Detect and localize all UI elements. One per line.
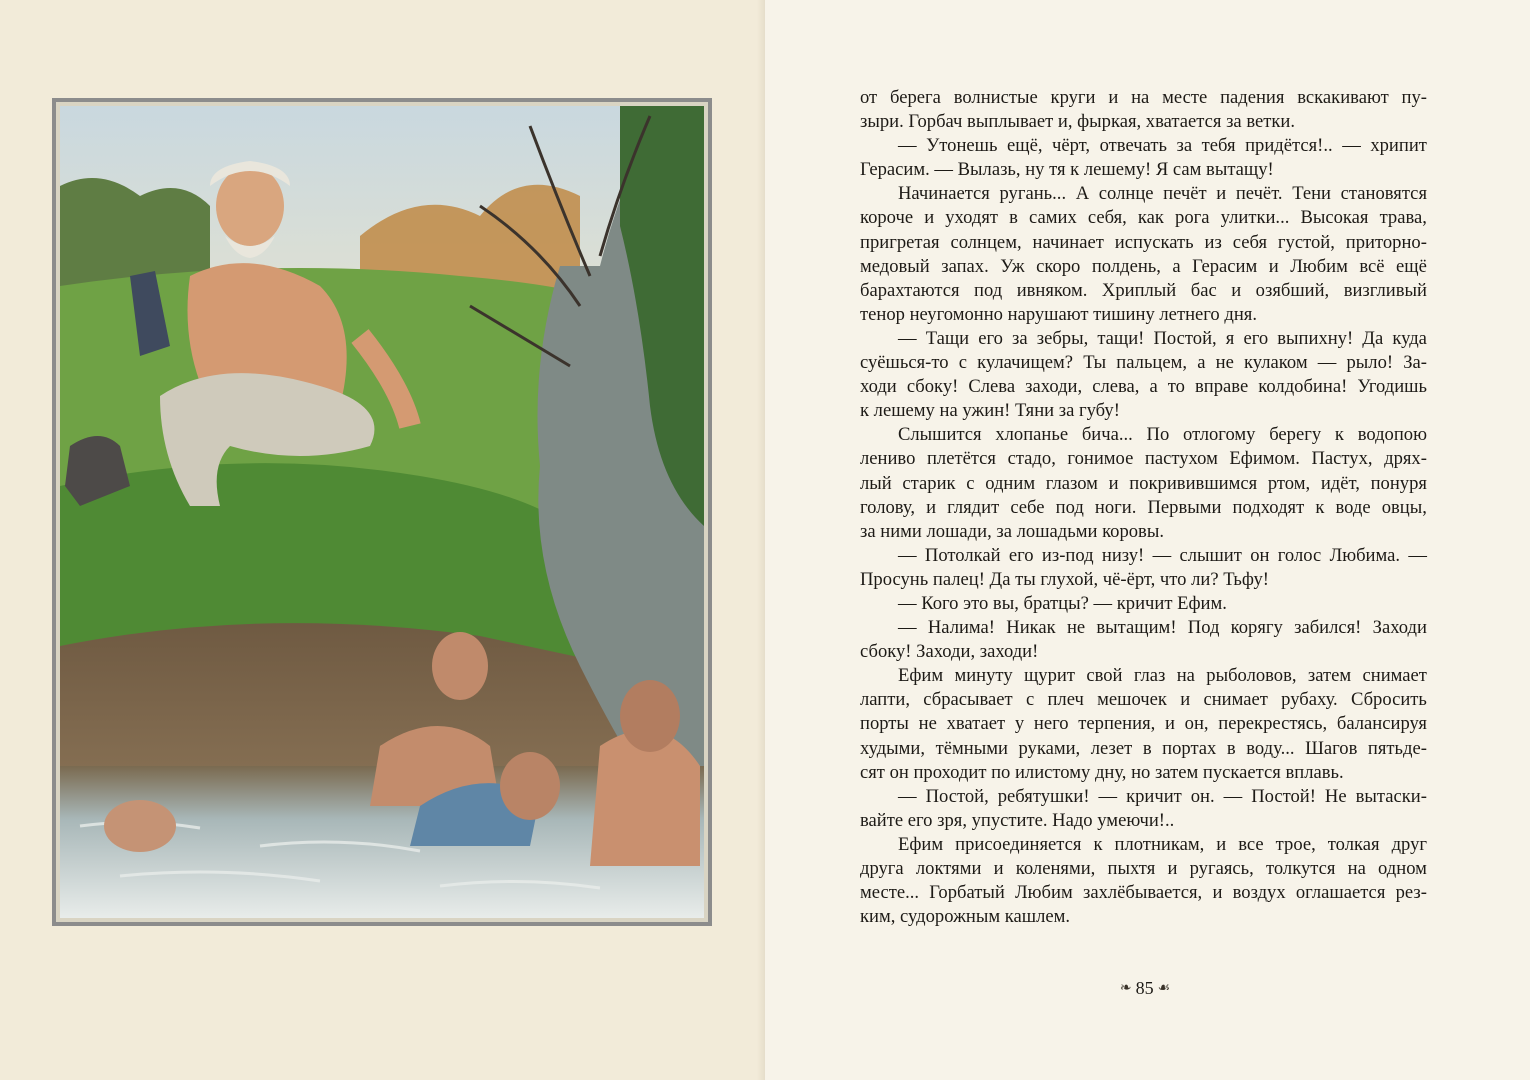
ornament-right-icon: ☙ [1157, 981, 1171, 996]
text-line: вайте его зря, упустите. Надо умеючи!.. [860, 809, 1175, 831]
text-line: барахтаются под ивняком. Хриплый бас и озябший, визгливый [860, 279, 1427, 301]
text-line: к лешему на ужин! Тяни за губу! [860, 400, 1120, 422]
text-line: друга локтями и коленями, пыхтя и ругаясь, толкутся на одном [860, 858, 1427, 879]
text-line: Просунь палец! Да ты глухой, чё-ёрт, что ли? Тьфу! [860, 568, 1269, 590]
ornament-left-icon: ❧ [1119, 981, 1132, 996]
text-line: тенор неугомонно нарушают тишину летнего дня. [860, 303, 1257, 325]
text-line: лениво плетётся стадо, гонимое пастухом Ефимом. Пастух, дрях- [860, 448, 1427, 470]
text-line: — Постой, ребятушки! — кричит он. — Постой! Не вытаски- [898, 785, 1427, 807]
body-text [860, 86, 1427, 929]
text-line: Ефим минуту щурит свой глаз на рыболовов, затем снимает [898, 665, 1427, 687]
text-line: зыри. Горбач выплывает и, фыркая, хватается за ветки. [860, 111, 1296, 133]
text-line: ходи сбоку! Слева заходи, слева, а то вправе колдобина! Угодишь [860, 376, 1427, 398]
text-line: короче и уходят в самих себя, как рога улитки... Высокая трава, [860, 207, 1427, 229]
text-line: сят он проходит по илистому дну, но затем пускается вплавь. [860, 761, 1344, 783]
page-number-value: 85 [1135, 978, 1154, 998]
watercolor-illustration [60, 106, 704, 918]
text-line: медовый запах. Уж скоро полдень, а Герасим и Любим всё ещё [860, 255, 1427, 277]
text-line: Слышится хлопанье бича... По отлогому берегу к водопою [898, 424, 1427, 446]
text-line: — Тащи его за зебры, тащи! Постой, я его выпихну! Да куда [898, 327, 1427, 349]
text-line: — Утонешь ещё, чёрт, отвечать за тебя придётся!.. — хрипит [898, 135, 1427, 157]
text-line: ким, судорожным кашлем. [860, 906, 1071, 928]
text-line: Герасим. — Вылазь, ну тя к лешему! Я сам вытащу! [860, 159, 1274, 181]
text-line: лапти, сбрасывает с плеч мешочек и снимает рубаху. Сбросить [860, 689, 1427, 711]
text-line: — Налима! Никак не вытащим! Под корягу забился! Заходи [898, 617, 1427, 639]
text-line: от берега волнистые круги и на месте падения вскакивают пу- [860, 87, 1427, 108]
text-line: сбоку! Заходи, заходи! [860, 641, 1039, 663]
text-line: голову, и глядит себе под ноги. Первыми подходят к воде овцы, [860, 496, 1427, 518]
text-line: за ними лошади, за лошадьми коровы. [860, 520, 1164, 542]
text-line: — Кого это вы, братцы? — кричит Ефим. [898, 592, 1227, 614]
text-line: худыми, тёмными руками, лезет в портах в воду... Шагов пятьде- [860, 737, 1427, 759]
text-line: — Потолкай его из-под низу! — слышит он голос Любима. — [898, 544, 1427, 566]
text-line: суёшься-то с кулачищем? Ты пальцем, а не кулаком — рыло! За- [860, 352, 1427, 374]
text-line: лый старик с одним глазом и покривившимся ртом, идёт, понуря [860, 472, 1427, 494]
text-line: месте... Горбатый Любим захлёбывается, и воздух оглашается рез- [860, 882, 1427, 904]
text-line: порты не хватает у него терпения, и он, перекрестясь, балансируя [860, 713, 1427, 735]
text-line: Ефим присоединяется к плотникам, и все трое, толкая друг [898, 833, 1427, 855]
text-line: пригретая солнцем, начинает испускать из себя густой, приторно- [860, 231, 1427, 253]
text-line: Начинается ругань... А солнце печёт и печёт. Тени становятся [898, 183, 1427, 205]
illustration-frame [52, 98, 712, 926]
page-number [1110, 978, 1180, 999]
